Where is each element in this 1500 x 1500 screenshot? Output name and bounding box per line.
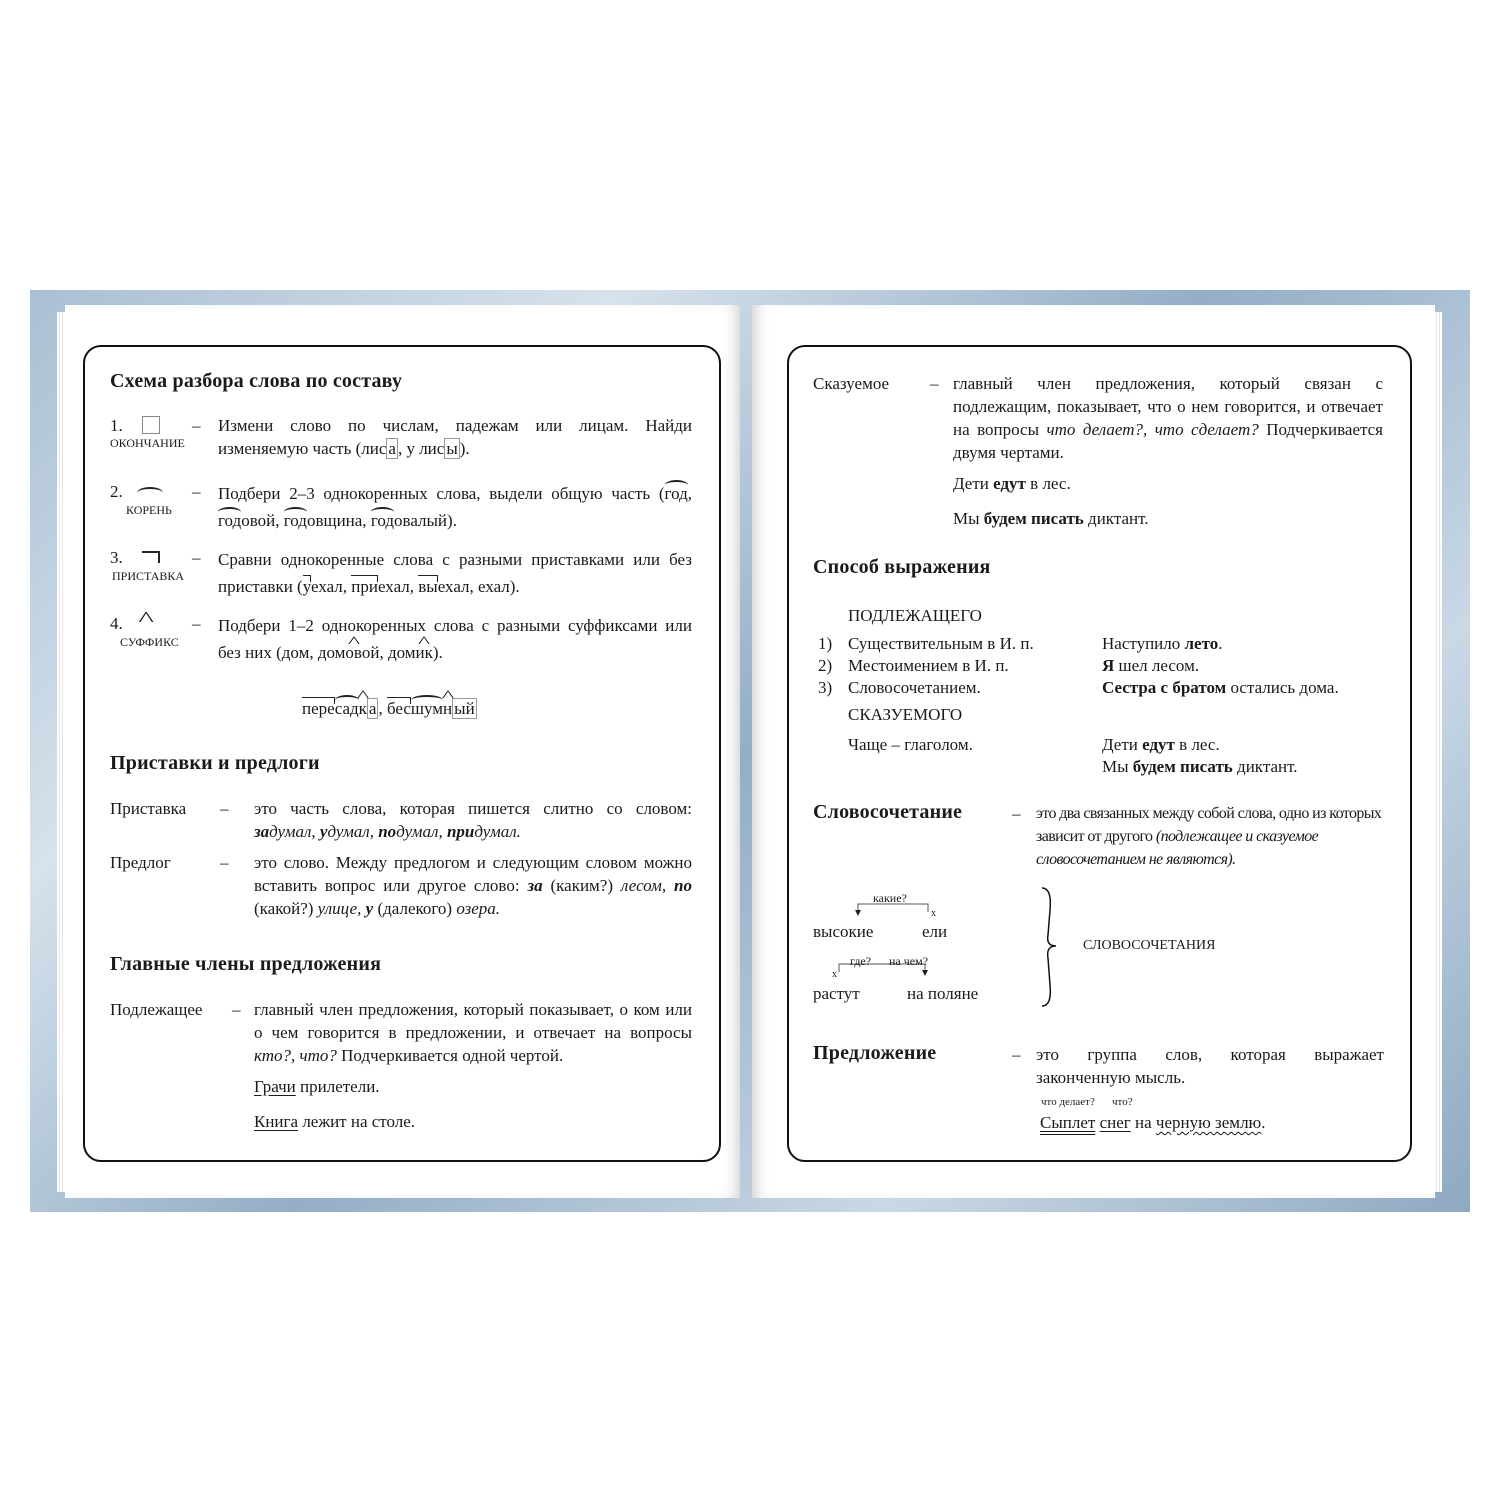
text-prefix: бес [386,699,411,718]
subheading-predicate: СКАЗУЕМОГО [848,705,963,724]
definition-phrase [1036,802,1386,871]
text-segment: ой, дом [361,643,416,662]
text-segment: Подчеркивается одной чертой. [336,1046,564,1065]
text-segment: Подбери 2–3 однокоренных слова, выдели общую часть ( [218,484,665,503]
definition-preposition [254,851,692,920]
prefix-corner-icon [142,551,160,563]
morpheme-label: КОРЕНЬ [126,503,172,517]
text-segment: это слово. Между предлогом и следующим словом можно вставить вопрос или другое слово: [254,853,692,895]
section-title-word-analysis: Схема разбора слова по составу [110,370,403,392]
ending-box-icon [142,416,160,434]
dash: – [220,853,229,872]
dash: – [220,799,229,818]
text-segment: ). [432,643,443,662]
text-segment: на [1130,1113,1156,1132]
text-root: шум [410,699,444,718]
suffix-caret-icon: ^ [138,606,154,631]
page-edges-right [1434,312,1442,1192]
text-i: озера. [456,899,501,918]
text-ending: ы [446,439,458,458]
page-edges-left [57,312,65,1192]
row-number: 3) [818,678,833,697]
definition-prefix [254,797,692,843]
text-prefix: пере [302,699,335,718]
text-b: будем писать [983,509,1084,528]
row-number: 1) [818,634,833,653]
text-u2: Сыплет [1040,1113,1096,1132]
expression-example [1102,632,1222,655]
expression-way: Местоимением в И. п. [848,656,1009,675]
example-subject-1 [254,1075,380,1098]
dash: – [192,482,201,501]
text-root: год [370,511,395,530]
text-segment: главный член предложения, который показывает, о ком или о чем говорится в предложении, и отвечает на вопросы [254,1000,692,1042]
text-segment: Мы [953,509,984,528]
diagram-question: на чем? [889,954,929,968]
morpheme-instruction [218,414,692,460]
text-segment: шел лесом. [1114,656,1200,675]
dash: – [1012,1045,1021,1064]
text-bi: у [319,822,328,841]
dash: – [192,548,201,567]
morpheme-instruction [218,546,692,600]
example-subject-2 [254,1110,415,1133]
diagram-main-word: ели [922,922,948,941]
term-sentence: Предложение [813,1042,937,1064]
diagram-question: где? [850,954,872,968]
text-suffix: ^ к [359,699,367,718]
section-title-prefixes: Приставки и предлоги [110,752,320,774]
text-b: Сестра с братом [1102,678,1227,697]
text-bi: у [365,899,374,918]
section-title-main-members: Главные члены предложения [110,953,382,975]
text-segment: Измени слово по числам, падежам или лицам. Найди изменяемую часть (лис [218,416,692,458]
term-predicate: Сказуемое [813,374,890,393]
item-number: 1. [110,416,123,435]
text-bi: за [527,876,543,895]
text-segment: ехал, ехал). [437,577,520,596]
term-subject: Подлежащее [110,1000,203,1019]
text-segment: ехал, [377,577,419,596]
item-number: 3. [110,548,123,567]
text-segment: лежит на столе. [298,1112,416,1131]
expression-example [1102,676,1339,699]
diagram-main-word: растут [813,984,860,1003]
text-segment: диктант. [1232,757,1298,776]
text-ending: а [388,439,396,458]
morpheme-example [302,697,477,720]
text-segment: остались дома. [1226,678,1339,697]
text-segment: Мы [1102,757,1133,776]
text-segment: , у лис [397,439,445,458]
term-phrase: Словосочетание [813,801,963,823]
text-u1: Книга [254,1112,299,1131]
diagram-main-mark: x [832,969,837,980]
definition-predicate [953,372,1383,464]
text-root: год [218,511,242,530]
text-segment: . [1218,634,1223,653]
brace-icon [1042,888,1056,1006]
text-i: думал. [474,822,521,841]
text-segment: Подбери 1–2 однокоренных слова с разными суффиксами или без них (дом, дом [218,616,692,662]
text-segment: , [687,484,692,503]
text-segment: диктант. [1083,509,1149,528]
text-segment: Подчеркивается двумя чертами. [953,420,1383,462]
expression-example [1102,654,1199,677]
text-bi: по [378,822,397,841]
morpheme-label: ОКОНЧАНИЕ [110,436,185,450]
morpheme-instruction [218,612,692,666]
text-segment: в лес. [1174,735,1220,754]
text-i: лесом, [620,876,675,895]
dash: – [232,1000,241,1019]
text-root: сад [334,699,359,718]
text-segment: . [1261,1113,1266,1132]
dash: – [1012,804,1021,823]
text-segment: это два связанных между собой слова, одно из которых зависит от другого [1036,805,1382,845]
diagram-question: какие? [873,891,907,905]
text-suffix: ^ ик [416,643,433,662]
text-ending: а [368,699,377,718]
text-bi: при [446,822,475,841]
text-segment: Наступило [1102,634,1185,653]
expression-example [1102,755,1298,778]
text-u1: Грачи [254,1077,296,1096]
item-number: 2. [110,482,123,501]
text-wavy: черную землю [1155,1113,1262,1132]
morpheme-label: СУФФИКС [120,635,179,649]
text-segment: (далекого) [373,899,457,918]
text-root: год [664,484,688,503]
sentence-question: что? [1112,1096,1133,1108]
text-i: думал, [396,822,447,841]
expression-way: Существительным в И. п. [848,634,1034,653]
text-segment: ехал, [311,577,352,596]
example-predicate-1 [953,472,1071,495]
term-prefix: Приставка [110,799,187,818]
morpheme-instruction [218,480,692,534]
text-segment: главный член предложения, который связан с подлежащим, показывает, что о нем говорится, и отвечает на вопросы [953,374,1383,439]
text-segment: это часть слова, которая пишется слитно со словом: [254,799,692,818]
text-segment: Дети [953,474,994,493]
text-segment: в лес. [1025,474,1071,493]
text-i: думал, [269,822,320,841]
section-title-expression: Способ выражения [813,556,991,578]
text-segment: , [378,699,387,718]
definition-sentence: это группа слов, которая выражает законченную мысль. [1036,1045,1384,1087]
expression-way: Словосочетанием. [848,678,981,697]
text-prefix: вы [418,577,438,596]
text-segment: (какой?) [254,899,318,918]
text-segment: ). [459,439,470,458]
text-suffix: ^ н [443,699,452,718]
text-segment: овалый). [394,511,457,530]
text-bi: за [254,822,270,841]
text-segment: Дети [1102,735,1143,754]
diagram-dependent-word: на поляне [907,984,979,1003]
text-suffix: ^ ов [345,643,361,662]
text-b: Я [1102,656,1115,675]
diagram-main-mark: x [931,908,936,919]
root-arc-icon [137,487,163,499]
text-b: едут [993,474,1026,493]
text-root: год [283,511,307,530]
text-bi: по [674,876,692,895]
text-b: едут [1142,735,1175,754]
text-segment: (каким?) [542,876,621,895]
definition-subject [254,998,692,1067]
expression-way: Чаще – глаголом. [848,735,973,754]
text-b: лето [1184,634,1219,653]
text-i: думал, [327,822,379,841]
text-segment: овщина, [306,511,371,530]
sentence-question: что делает? [1041,1096,1095,1108]
item-number: 4. [110,614,123,633]
text-segment: прилетели. [295,1077,380,1096]
row-number: 2) [818,656,833,675]
diagram-dependent-word: высокие [813,922,874,941]
sentence-example [1040,1111,1266,1134]
example-predicate-2 [953,507,1149,530]
expression-example [1102,733,1220,756]
text-b: будем писать [1132,757,1233,776]
brace-label: СЛОВОСОЧЕТАНИЯ [1083,938,1216,953]
text-segment: Сравни однокоренные слова с разными приставками или без приставки ( [218,550,692,596]
text-i: (подлежащее и сказуемое словосочетанием не являются). [1036,828,1319,868]
text-i: улице, [317,899,366,918]
text-prefix: при [351,577,378,596]
text-u1: снег [1099,1113,1131,1132]
term-preposition: Предлог [110,853,171,872]
dash: – [192,614,201,633]
morpheme-label: ПРИСТАВКА [112,569,185,583]
text-i: кто?, что? [254,1046,337,1065]
text-ending: ый [454,699,475,718]
text-prefix: у [302,577,311,596]
subheading-subject: ПОДЛЕЖАЩЕГО [848,606,982,625]
text-i: что делает?, что сделает? [1046,420,1259,439]
dash: – [930,374,939,393]
dash: – [192,416,201,435]
text-segment: овой, [241,511,284,530]
